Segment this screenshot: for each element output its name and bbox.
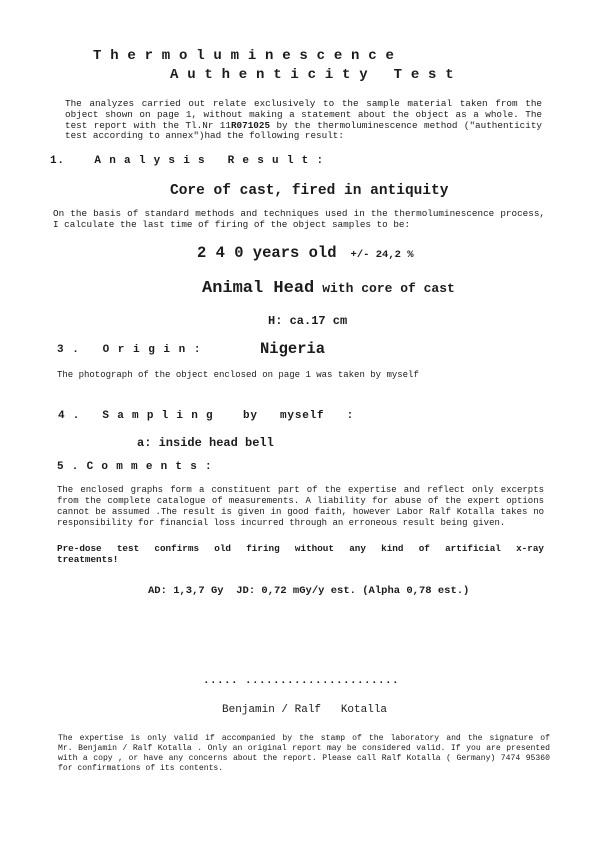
basis-paragraph: On the basis of standard methods and techniques used in the thermoluminescence process, I calculate the last time of firing of the object samples to be:	[53, 208, 545, 230]
object-height: H: ca.17 cm	[268, 314, 348, 328]
sampling-location: a: inside head bell	[137, 436, 274, 450]
comments-paragraph: The enclosed graphs form a constituent part of the expertise and reflect only excerpts from the complete catalogue of measurements. A liability for abuse of the expert options cannot be assumed .The result is given in good faith, however Labor Ralf Kotalla takes no responsibility for financial loss incurred through an erroneous result being given.	[57, 485, 544, 528]
dose-values: AD: 1,3,7 Gy JD: 0,72 mGy/y est. (Alpha 0,78 est.)	[148, 585, 470, 597]
analysis-result: Core of cast, fired in antiquity	[170, 183, 449, 199]
signature-dotted-line: ..... ......................	[203, 675, 400, 687]
validity-footer: The expertise is only valid if accompanied by the stamp of the laboratory and the signature of Mr. Benjamin / Ralf Kotalla . Only an original report may be considered valid. If you are presented with a copy , or have any concerns about the report. Please call Ralf Kotalla ( Germany) 7474 95360 for confirmations of its contents.	[58, 734, 550, 774]
report-title-line2: A u t h e n t i c i t y T e s t	[170, 67, 454, 83]
photo-note: The photograph of the object enclosed on page 1 was taken by myself	[57, 370, 419, 380]
section5-heading: 5 . C o m m e n t s :	[57, 461, 213, 473]
section3-heading: 3 . O r i g i n :	[57, 344, 202, 356]
age-result-row	[197, 244, 414, 262]
intro-paragraph: The analyzes carried out relate exclusively to the sample material taken from the object shown on page 1, without making a statement about the object as a whole. The test report with the Tl.Nr 11R071025 by the thermoluminescence method ("authenticity test according to annex")had the following result:	[65, 98, 542, 142]
object-name-suffix: with core of cast	[322, 281, 455, 296]
predose-statement: Pre-dose test confirms old firing without any kind of artificial x-ray treatments!	[57, 543, 544, 565]
origin-value: Nigeria	[260, 340, 326, 358]
age-value: 2 4 0 years old	[197, 244, 337, 262]
object-name-row	[202, 279, 455, 298]
section1-heading: 1. A n a l y s i s R e s u l t :	[50, 155, 324, 167]
age-tolerance: +/- 24,2 %	[350, 249, 414, 261]
report-title-line1: T h e r m o l u m i n e s c e n c e	[93, 48, 395, 64]
section4-heading: 4 . S a m p l i n g by myself :	[58, 410, 355, 422]
object-name: Animal Head	[202, 279, 315, 298]
signature-name: Benjamin / Ralf Kotalla	[222, 704, 388, 716]
